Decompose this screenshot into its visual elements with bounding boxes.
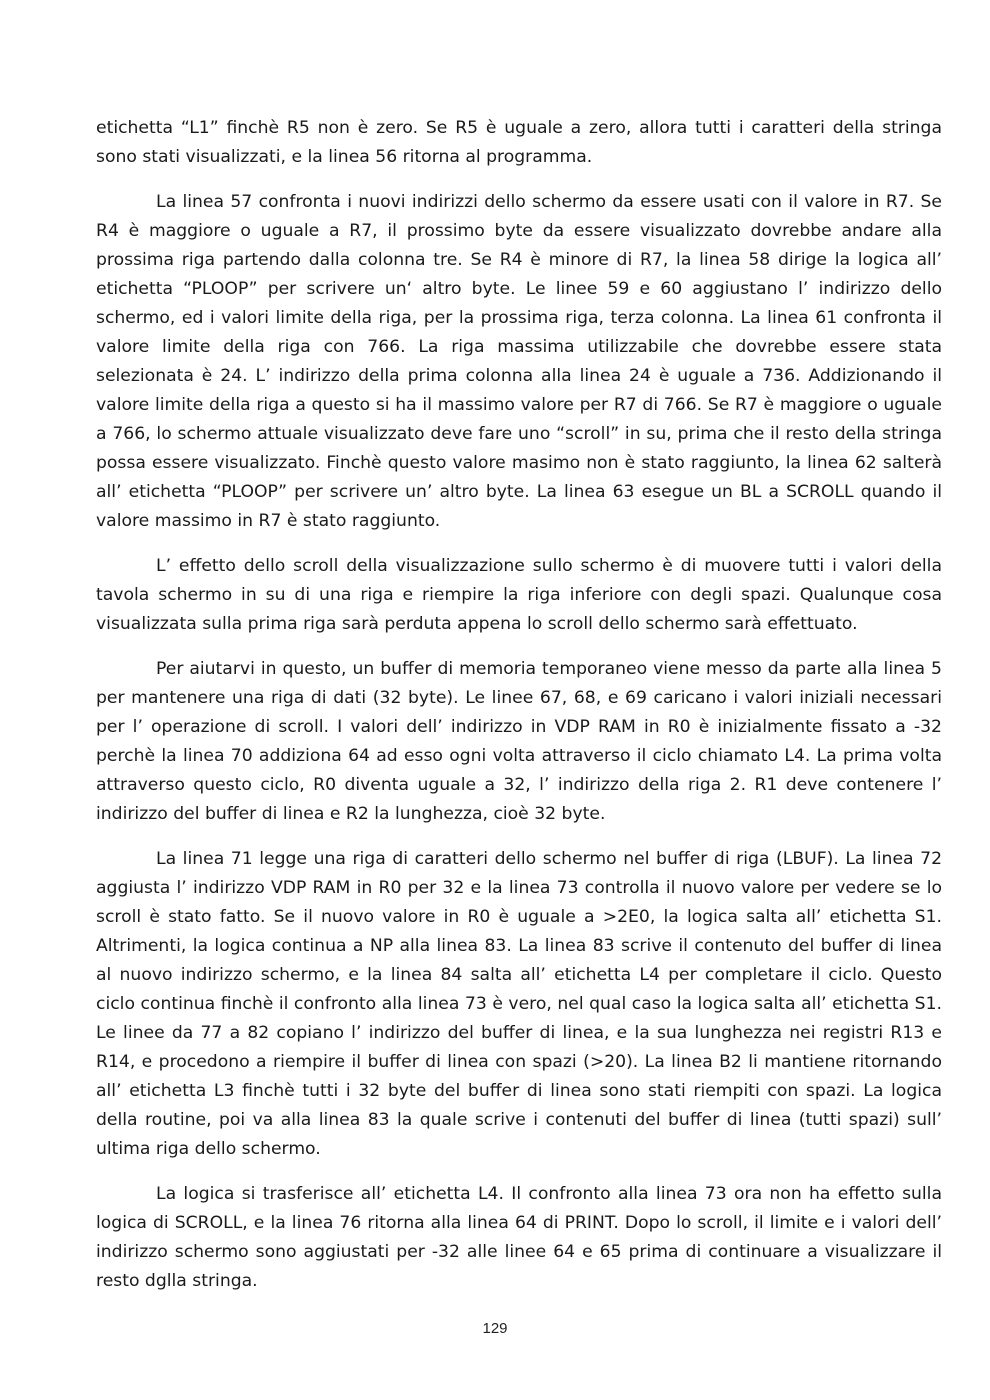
paragraph-l4-transfer: La logica si trasferisce all’ etichetta L4. Il confronto alla linea 73 ora non ha effetto sulla logica di SCROLL, e la linea 76 ritorna alla linea 64 di PRINT. Dopo lo scroll, il limite e i valori dell’ indirizzo schermo sono aggiustati per -32 alle linee 64 e 65 prima di continuare a visualizzare il resto dglla stringa. [96, 1184, 942, 1291]
paragraph-line-57: La linea 57 confronta i nuovi indirizzi dello schermo da essere usati con il valore in R7. Se R4 è maggiore o uguale a R7, il prossimo byte da essere visualizzato dovrebbe andare alla prossima riga partendo dalla colonna tre. Se R4 è minore di R7, la linea 58 dirige la logica all’ etichetta “PLOOP” per scrivere un‘ altro byte. Le linee 59 e 60 aggiustano l’ indirizzo dello schermo, ed i valori limite della riga, per la prossima riga, terza colonna. La linea 61 confronta il valore limite della riga con 766. La riga massima utilizzabile che dovrebbe essere stata selezionata è 24. L’ indirizzo della prima colonna alla linea 24 è uguale a 736. Addizionando il valore limite della riga a questo si ha il massimo valore per R7 di 766. Se R7 è maggiore o uguale a 766, lo schermo attuale visualizzato deve fare uno “scroll” in su, prima che il resto della stringa possa essere visualizzato. Finchè questo valore masimo non è stato raggiunto, la linea 62 salterà all’ etichetta “PLOOP” per scrivere un’ altro byte. La linea 63 esegue un BL a SCROLL quando il valore massimo in R7 è stato raggiunto. [96, 192, 942, 531]
paragraph-scroll-effect: L’ effetto dello scroll della visualizzazione sullo schermo è di muovere tutti i valori della tavola schermo in su di una riga e riempire la riga inferiore con degli spazi. Qualunque cosa visualizzata sulla prima riga sarà perduta appena lo scroll dello schermo sarà effettuato. [96, 556, 942, 634]
paragraph-line-71: La linea 71 legge una riga di caratteri dello schermo nel buffer di riga (LBUF). La linea 72 aggiusta l’ indirizzo VDP RAM in R0 per 32 e la linea 73 controlla il nuovo valore per vedere se lo scroll è stato fatto. Se il nuovo valore in R0 è uguale a >2E0, la logica salta all’ etichetta S1. Altrimenti, la logica continua a NP alla linea 83. La linea 83 scrive il contenuto del buffer di linea al nuovo indirizzo schermo, e la linea 84 salta all’ etichetta L4 per completare il ciclo. Questo ciclo continua finchè il confronto alla linea 73 è vero, nel qual caso la logica salta all’ etichetta S1. Le linee da 77 a 82 copiano l’ indirizzo del buffer di linea, e la sua lunghezza nei registri R13 e R14, e procedono a riempire il buffer di linea con spazi (>20). La linea B2 li mantiene ritornando all’ etichetta L3 finchè tutti i 32 byte del buffer di linea sono stati riempiti con spazi. La logica della routine, poi va alla linea 83 la quale scrive i contenuti del buffer di linea (tutti spazi) sull’ ultima riga dello schermo. [96, 849, 942, 1159]
page-number: 129 [482, 1320, 508, 1337]
body-text [96, 114, 942, 1312]
paragraph-continuation: etichetta “L1” finchè R5 non è zero. Se R5 è uguale a zero, allora tutti i caratteri della stringa sono stati visualizzati, e la linea 56 ritorna al programma. [96, 118, 942, 167]
paragraph-buffer: Per aiutarvi in questo, un buffer di memoria temporaneo viene messo da parte alla linea 5 per mantenere una riga di dati (32 byte). Le linee 67, 68, e 69 caricano i valori iniziali necessari per l’ operazione di scroll. I valori dell’ indirizzo in VDP RAM in R0 è inizialmente fissato a -32 perchè la linea 70 addiziona 64 ad esso ogni volta attraverso il ciclo chiamato L4. La prima volta attraverso questo ciclo, R0 diventa uguale a 32, l’ indirizzo della riga 2. R1 deve contenere l’ indirizzo del buffer di linea e R2 la lunghezza, cioè 32 byte. [96, 659, 942, 824]
